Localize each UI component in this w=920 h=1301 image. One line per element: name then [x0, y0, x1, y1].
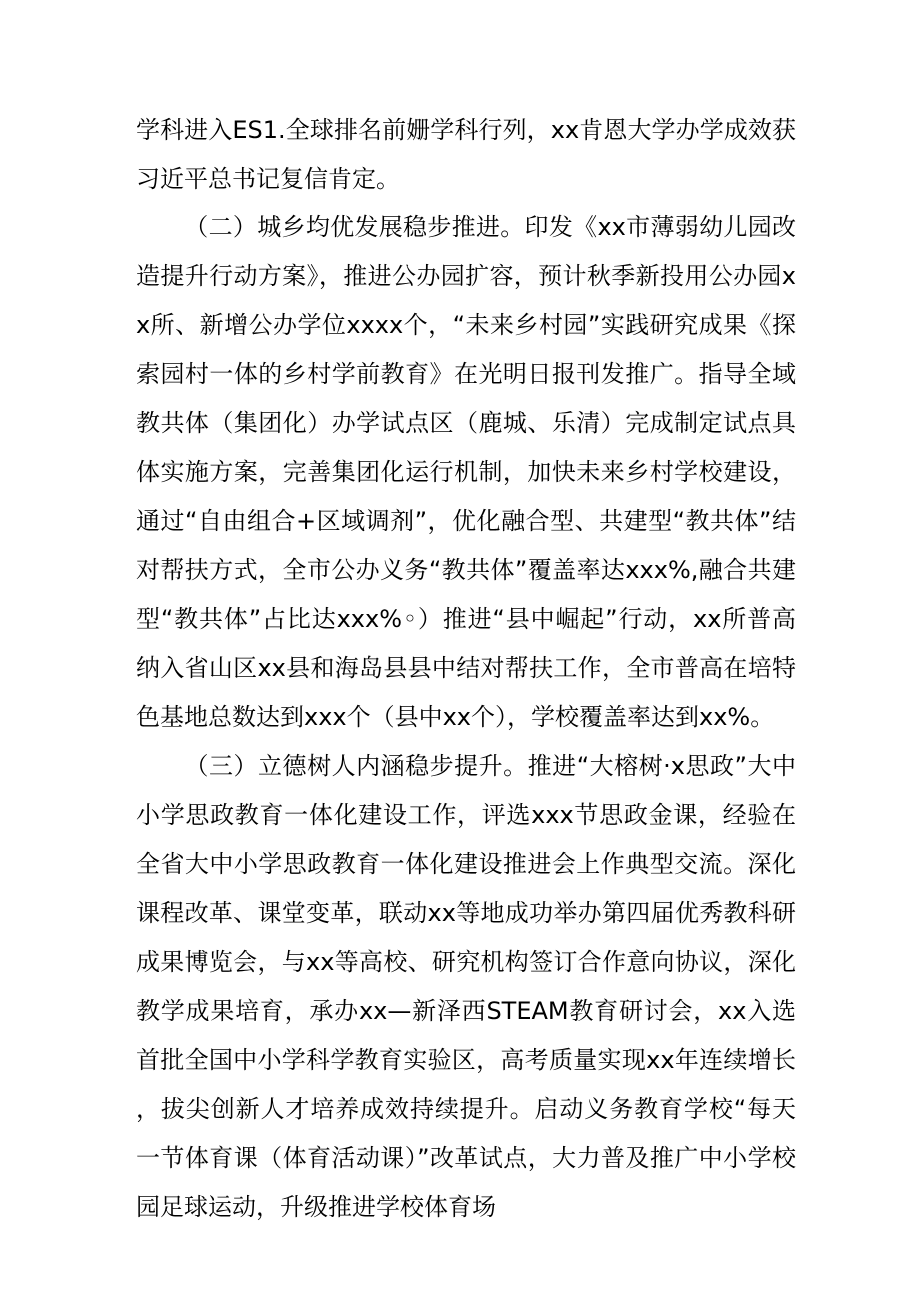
paragraph-2-text: （二）城乡均优发展稳步推进。印发《xx市薄弱幼儿园改造提升行动方案》，推进公办园扩容，预计秋季新投用公办园xx所、新增公办学位xxxx个，“未来乡村园”实践研究成果《探索园村一体的乡村学前教育》在光明日报刊发推广。指导全域教共体（集团化）办学试点区（鹿城、乐清）完成制定试点具体实施方案，完善集团化运行机制，加快未来乡村学校建设，通过“自由组合+区域调剂”，优化融合型、共建型“教共体”结对帮扶方式，全市公办义务“教共体”覆盖率达xxx%,融合共建型“教共体”占比达xxx%◦）推进“县中崛起”行动，xx所普高纳入省山区xx县和海岛县县中结对帮扶工作，全市普高在培特色基地总数达到xxx个（县中xx个），学校覆盖率达到xx%。: [136, 213, 796, 731]
paragraph-moral-education: [136, 742, 796, 1232]
paragraph-1-text: 学科进入ES1.全球排名前姗学科行列，xx肯恩大学办学成效获习近平总书记复信肯定。: [136, 116, 796, 193]
paragraph-urban-rural-balance: [136, 203, 796, 742]
paragraph-continued: [136, 106, 796, 204]
paragraph-3-text: （三）立德树人内涵稳步提升。推进“大榕树·x思政”大中小学思政教育一体化建设工作，评选xxx节思政金课，经验在全省大中小学思政教育一体化建设推进会上作典型交流。深化课程改革、课堂变革，联动xx等地成功举办第四届优秀教科研成果博览会，与xx等高校、研究机构签订合作意向协议，深化教学成果培育，承办xx—新泽西STEAM教育研讨会，xx入选首批全国中小学科学教育实验区，高考质量实现xx年连续增长，拔尖创新人才培养成效持续提升。启动义务教育学校“每天一节体育课（体育活动课）”改革试点，大力普及推广中小学校园足球运动，升级推进学校体育场: [136, 752, 796, 1221]
